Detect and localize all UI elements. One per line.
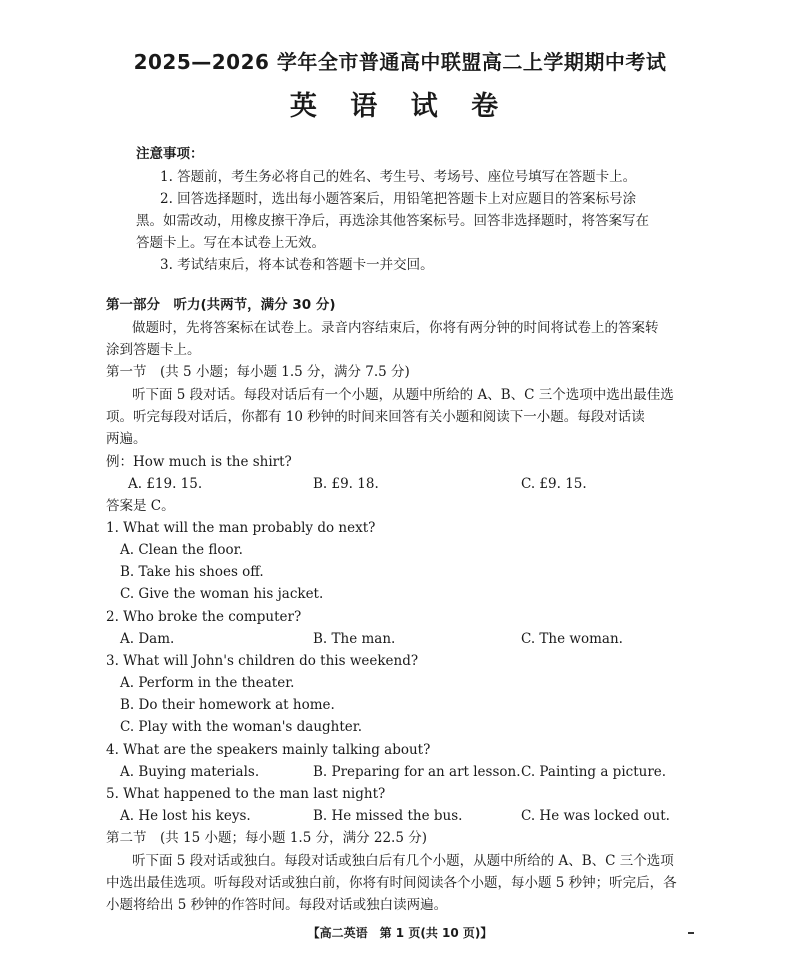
question-5-option-b: B. He missed the bus. — [313, 808, 463, 824]
corner-mark — [688, 932, 694, 934]
question-2-option-a: A. Dam. — [120, 631, 175, 647]
section2-instruction-line-3: 小题将给出 5 秒钟的作答时间。每段对话或独白读两遍。 — [106, 897, 448, 913]
notice-item-1: 1. 答题前，考生务必将自己的姓名、考生号、考场号、座位号填写在答题卡上。 — [160, 169, 637, 185]
question-1-option-c: C. Give the woman his jacket. — [120, 586, 324, 602]
question-3: 3. What will John's children do this weekend? — [106, 653, 419, 669]
question-4-option-a: A. Buying materials. — [120, 764, 260, 780]
example-option-a: A. £19. 15. — [128, 476, 203, 492]
question-2-option-b: B. The man. — [313, 631, 396, 647]
part1-intro-line-2: 涂到答题卡上。 — [106, 342, 201, 358]
question-3-option-c: C. Play with the woman's daughter. — [120, 719, 363, 735]
notice-item-3: 3. 考试结束后，将本试卷和答题卡一并交回。 — [160, 257, 434, 273]
section1-heading: 第一节 (共 5 小题；每小题 1.5 分，满分 7.5 分) — [106, 364, 410, 380]
notice-item-2-line-3: 答题卡上。写在本试卷上无效。 — [136, 235, 325, 251]
question-1-option-a: A. Clean the floor. — [120, 542, 243, 558]
question-5-option-a: A. He lost his keys. — [120, 808, 251, 824]
question-3-option-a: A. Perform in the theater. — [120, 675, 295, 691]
question-2: 2. Who broke the computer? — [106, 609, 302, 625]
example-option-c: C. £9. 15. — [521, 476, 587, 492]
section2-heading: 第二节 (共 15 小题；每小题 1.5 分，满分 22.5 分) — [106, 830, 427, 846]
section1-instruction-line-2: 项。听完每段对话后，你都有 10 秒钟的时间来回答有关小题和阅读下一小题。每段对话读 — [106, 409, 645, 425]
question-3-option-b: B. Do their homework at home. — [120, 697, 335, 713]
question-1: 1. What will the man probably do next? — [106, 520, 376, 536]
example-question: 例：How much is the shirt? — [106, 454, 292, 470]
part1-heading: 第一部分 听力(共两节，满分 30 分) — [106, 297, 336, 313]
page-footer: 【高二英语 第 1 页(共 10 页)】 — [307, 926, 493, 940]
notice-heading: 注意事项： — [136, 146, 204, 162]
exam-title: 2025—2026 学年全市普通高中联盟高二上学期期中考试 — [133, 50, 667, 74]
notice-item-2-line-1: 2. 回答选择题时，选出每小题答案后，用铅笔把答题卡上对应题目的答案标号涂 — [160, 191, 637, 207]
question-5-option-c: C. He was locked out. — [521, 808, 670, 824]
section2-instruction-line-2: 中选出最佳选项。听每段对话或独白前，你将有时间阅读各个小题，每小题 5 秒钟；听完后，各 — [106, 875, 677, 891]
question-1-option-b: B. Take his shoes off. — [120, 564, 264, 580]
question-4-option-c: C. Painting a picture. — [521, 764, 667, 780]
notice-item-2-line-2: 黑。如需改动，用橡皮擦干净后，再选涂其他答案标号。回答非选择题时，将答案写在 — [136, 213, 649, 229]
example-answer: 答案是 C。 — [106, 498, 175, 514]
section2-instruction-line-1: 听下面 5 段对话或独白。每段对话或独白后有几个小题，从题中所给的 A、B、C 三个选项 — [132, 853, 674, 869]
question-4-option-b: B. Preparing for an art lesson. — [313, 764, 521, 780]
exam-subtitle: 英 语 试 卷 — [289, 91, 511, 122]
question-5: 5. What happened to the man last night? — [106, 786, 386, 802]
example-option-b: B. £9. 18. — [313, 476, 379, 492]
section1-instruction-line-1: 听下面 5 段对话。每段对话后有一个小题，从题中所给的 A、B、C 三个选项中选出最佳选 — [132, 387, 674, 403]
question-4: 4. What are the speakers mainly talking about? — [106, 742, 431, 758]
part1-intro-line-1: 做题时，先将答案标在试卷上。录音内容结束后，你将有两分钟的时间将试卷上的答案转 — [132, 320, 659, 336]
section1-instruction-line-3: 两遍。 — [106, 431, 147, 447]
question-2-option-c: C. The woman. — [521, 631, 623, 647]
